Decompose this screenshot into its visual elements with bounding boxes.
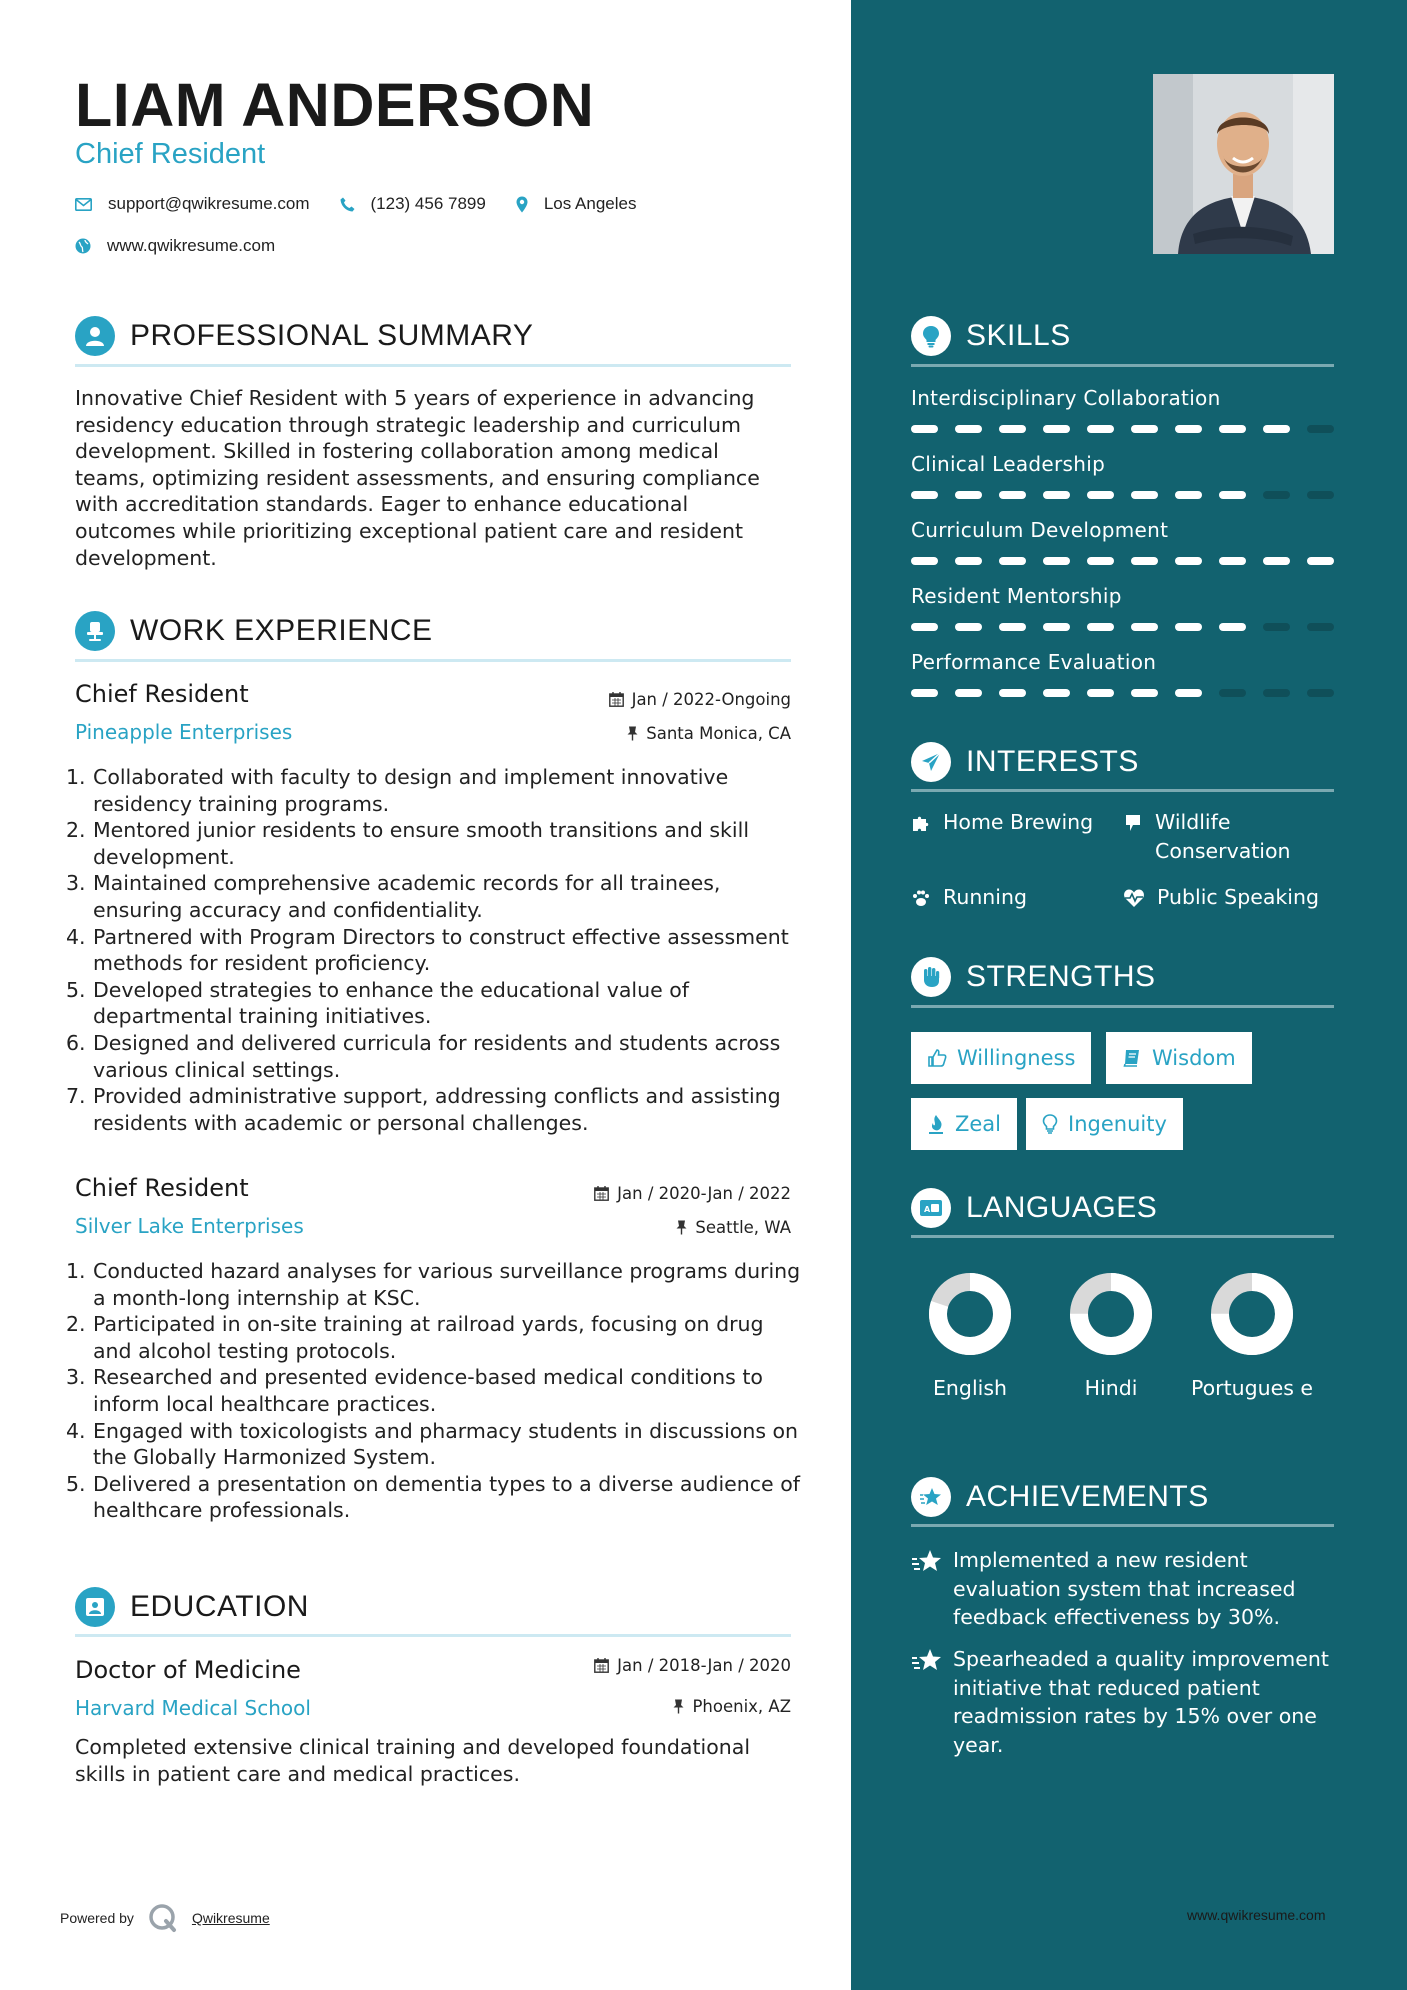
skills-heading: [911, 316, 1334, 356]
language-donut: [1187, 1272, 1317, 1360]
list-item: 1. Conducted hazard analyses for various surveillance programs during a month-long internship at KSC.: [66, 1259, 801, 1310]
phone-contact[interactable]: [340, 194, 486, 214]
list-item: 5. Delivered a presentation on dementia types to a diverse audience of healthcare professionals.: [66, 1471, 800, 1523]
pushpin-icon: [673, 1699, 684, 1714]
candidate-name: LIAM ANDERSON: [75, 71, 595, 139]
job-2-duties: [66, 1258, 806, 1524]
shooting-star-icon: [911, 1548, 943, 1576]
office-chair-icon: [75, 611, 115, 651]
achievements-heading: [911, 1477, 1334, 1517]
skill-segment: [1263, 557, 1290, 565]
skill-segment: [1131, 623, 1158, 631]
languages-heading: [911, 1188, 1334, 1228]
experience-title: WORK EXPERIENCE: [130, 614, 433, 647]
qwikresume-link[interactable]: Qwikresume: [191, 1910, 270, 1926]
phone-text: (123) 456 7899: [370, 194, 486, 213]
achievement-item: Spearheaded a quality improvement initiative that reduced patient readmission rates by 15% over one year.: [911, 1645, 1341, 1759]
skill-name: Curriculum Development: [911, 518, 1169, 542]
skill-segment: [1043, 557, 1070, 565]
skill-segment: [1131, 425, 1158, 433]
education-heading: [75, 1587, 791, 1627]
skill-segment: [1175, 425, 1202, 433]
skill-segment: [1043, 425, 1070, 433]
calendar-icon: [594, 1186, 609, 1201]
language-card-icon: [911, 1188, 951, 1228]
skill-segment: [1043, 491, 1070, 499]
skill-segment: [1087, 557, 1114, 565]
skill-segment: [1219, 425, 1246, 433]
job-2-title: Chief Resident: [75, 1174, 249, 1202]
skill-name: Clinical Leadership: [911, 452, 1106, 476]
summary-text: Innovative Chief Resident with 5 years of experience in advancing residency education through strategic leadership and curriculum development. Skilled in fostering collaboration among medical teams, optimizing resident assessments, and ensuring compliance with accreditation standards. Eager to enhance educational outcomes while prioritizing exceptional patient care and resident development.: [75, 386, 760, 570]
email-contact[interactable]: [75, 194, 310, 214]
interests-heading: [911, 742, 1334, 782]
skill-segment: [911, 557, 938, 565]
thumbs-up-icon: [927, 1048, 947, 1068]
list-item: 5. Developed strategies to enhance the educational value of departmental training initiatives.: [66, 977, 689, 1029]
skill-segment: [1219, 623, 1246, 631]
skill-segment: [999, 623, 1026, 631]
skill-segment: [1131, 557, 1158, 565]
summary-divider: [75, 364, 791, 367]
interests-divider: [911, 789, 1334, 792]
phone-icon: [340, 197, 355, 212]
job-1-location: Santa Monica, CA: [627, 724, 791, 743]
skill-segment: [1043, 689, 1070, 697]
location-contact: [516, 194, 637, 214]
strength-tag: Zeal: [911, 1098, 1017, 1150]
skill-segment: [911, 623, 938, 631]
skill-segment: [1307, 689, 1334, 697]
paper-plane-icon: [911, 742, 951, 782]
skill-segment: [911, 689, 938, 697]
experience-divider: [75, 659, 791, 662]
languages-title: LANGUAGES: [966, 1191, 1158, 1224]
achievement-item: Implemented a new resident evaluation system that increased feedback effectiveness by 30%.: [911, 1546, 1341, 1632]
education-dates: Jan / 2018-Jan / 2020: [594, 1656, 791, 1675]
language-label: Hindi: [1084, 1376, 1138, 1400]
raised-fist-icon: [911, 957, 951, 997]
website-contact[interactable]: [75, 236, 275, 256]
contact-row-1: [75, 194, 666, 214]
skill-segment: [955, 491, 982, 499]
interest-item: Running: [911, 883, 1027, 912]
skill-segment: [955, 623, 982, 631]
skill-bar: [911, 425, 1334, 433]
skill-segment: [1043, 623, 1070, 631]
strength-tag: Wisdom: [1106, 1032, 1252, 1084]
skill-segment: [911, 491, 938, 499]
contact-row-2: [75, 236, 305, 256]
flag-icon: [1123, 813, 1143, 833]
location-text: Los Angeles: [543, 194, 637, 213]
skill-bar: [911, 689, 1334, 697]
skill-segment: [1131, 689, 1158, 697]
svg-text:A: A: [924, 1205, 931, 1214]
email-text: support@qwikresume.com: [108, 194, 310, 213]
language-label: Portugues e: [1190, 1376, 1314, 1400]
skill-segment: [1307, 491, 1334, 499]
job-1-company: Pineapple Enterprises: [75, 720, 293, 744]
skill-bar: [911, 491, 1334, 499]
map-pin-icon: [516, 196, 528, 213]
envelope-icon: [75, 198, 92, 211]
experience-heading: [75, 611, 791, 651]
graduation-icon: [75, 1587, 115, 1627]
list-item: 3. Researched and presented evidence-based medical conditions to inform local healthcare practices.: [66, 1365, 763, 1416]
skill-segment: [1263, 491, 1290, 499]
skill-segment: [999, 689, 1026, 697]
achievements-divider: [911, 1524, 1334, 1527]
language-donut: [905, 1272, 1035, 1360]
footer-powered: Powered by Qwikresume: [60, 1903, 270, 1933]
skill-name: Interdisciplinary Collaboration: [911, 386, 1221, 410]
skill-segment: [1263, 623, 1290, 631]
degree-title: Doctor of Medicine: [75, 1656, 301, 1684]
candidate-role: Chief Resident: [75, 138, 266, 170]
skill-name: Performance Evaluation: [911, 650, 1157, 674]
qwikresume-logo-icon: [148, 1903, 178, 1933]
list-item: 2. Mentored junior residents to ensure smooth transitions and skill development.: [66, 818, 750, 869]
school-name: Harvard Medical School: [75, 1696, 311, 1720]
list-item: 2. Participated in on-site training at railroad yards, focusing on drug and alcohol testing protocols.: [66, 1312, 764, 1363]
skills-divider: [911, 364, 1334, 367]
skill-segment: [999, 557, 1026, 565]
skill-segment: [999, 425, 1026, 433]
lightbulb-icon: [1042, 1114, 1058, 1134]
shooting-star-icon: [911, 1647, 943, 1675]
pushpin-icon: [676, 1220, 687, 1235]
strengths-heading: [911, 957, 1334, 997]
interest-item: Public Speaking: [1123, 883, 1319, 912]
pushpin-icon: [627, 726, 638, 741]
skill-segment: [1087, 623, 1114, 631]
skill-segment: [1175, 491, 1202, 499]
strength-tag: Ingenuity: [1026, 1098, 1183, 1150]
list-item: 6. Designed and delivered curricula for residents and students across various clinical settings.: [66, 1030, 781, 1082]
fire-icon: [927, 1114, 945, 1134]
education-text: Completed extensive clinical training and developed foundational skills in patient care and medical practices.: [75, 1735, 751, 1786]
education-divider: [75, 1634, 791, 1637]
job-1-duties: [66, 764, 806, 1136]
skill-segment: [1175, 689, 1202, 697]
skill-segment: [1219, 491, 1246, 499]
skill-segment: [1087, 491, 1114, 499]
strength-tag: Willingness: [911, 1032, 1091, 1084]
interest-item: Home Brewing: [911, 808, 1093, 837]
skill-segment: [1263, 689, 1290, 697]
skill-name: Resident Mentorship: [911, 584, 1122, 608]
skill-segment: [955, 425, 982, 433]
skill-segment: [1175, 623, 1202, 631]
skill-segment: [1219, 689, 1246, 697]
user-icon: [75, 316, 115, 356]
list-item: 4. Engaged with toxicologists and pharmacy students in discussions on the Globally Harmonized System.: [66, 1418, 799, 1470]
profile-photo: [1153, 74, 1334, 254]
summary-heading: [75, 316, 791, 356]
heartbeat-icon: [1123, 888, 1145, 908]
skill-segment: [1307, 557, 1334, 565]
footer-url[interactable]: www.qwikresume.com: [1187, 1907, 1326, 1923]
paw-icon: [911, 888, 931, 908]
globe-icon: [75, 238, 91, 254]
job-2-company: Silver Lake Enterprises: [75, 1214, 304, 1238]
job-1-dates: Jan / 2022-Ongoing: [609, 690, 791, 709]
summary-title: PROFESSIONAL SUMMARY: [130, 319, 534, 352]
skill-segment: [1307, 623, 1334, 631]
skill-segment: [999, 491, 1026, 499]
puzzle-icon: [911, 813, 931, 833]
skill-bar: [911, 623, 1334, 631]
interests-title: INTERESTS: [966, 745, 1139, 778]
calendar-icon: [594, 1658, 609, 1673]
achievements-title: ACHIEVEMENTS: [966, 1480, 1209, 1513]
skill-segment: [1175, 557, 1202, 565]
strengths-title: STRENGTHS: [966, 960, 1156, 993]
language-donut: [1046, 1272, 1176, 1360]
job-1-title: Chief Resident: [75, 680, 249, 708]
list-item: 4. Partnered with Program Directors to construct effective assessment methods for resident proficiency.: [66, 924, 789, 976]
interest-item: Wildlife Conservation: [1123, 808, 1333, 866]
skill-segment: [1219, 557, 1246, 565]
skill-segment: [955, 557, 982, 565]
languages-divider: [911, 1235, 1334, 1238]
skill-segment: [955, 689, 982, 697]
job-2-location: Seattle, WA: [676, 1218, 791, 1237]
calendar-icon: [609, 692, 624, 707]
skills-title: SKILLS: [966, 319, 1071, 352]
education-title: EDUCATION: [130, 1590, 309, 1623]
skill-bar: [911, 557, 1334, 565]
website-text: www.qwikresume.com: [107, 236, 276, 255]
skill-segment: [1087, 425, 1114, 433]
star-badge-icon: [911, 1477, 951, 1517]
skill-segment: [1131, 491, 1158, 499]
education-location: Phoenix, AZ: [673, 1697, 791, 1716]
list-item: 7. Provided administrative support, addressing conflicts and assisting residents with academic or personal challenges.: [66, 1084, 781, 1135]
skill-segment: [911, 425, 938, 433]
skill-segment: [1087, 689, 1114, 697]
strengths-divider: [911, 1005, 1334, 1008]
book-icon: [1122, 1048, 1142, 1068]
list-item: 1. Collaborated with faculty to design and implement innovative residency training programs.: [66, 765, 729, 816]
list-item: 3. Maintained comprehensive academic records for all trainees, ensuring accuracy and confidentiality.: [66, 871, 721, 922]
skill-segment: [1263, 425, 1290, 433]
lightbulb-icon: [911, 316, 951, 356]
skill-segment: [1307, 425, 1334, 433]
job-2-dates: Jan / 2020-Jan / 2022: [594, 1184, 791, 1203]
language-label: English: [932, 1376, 1008, 1400]
